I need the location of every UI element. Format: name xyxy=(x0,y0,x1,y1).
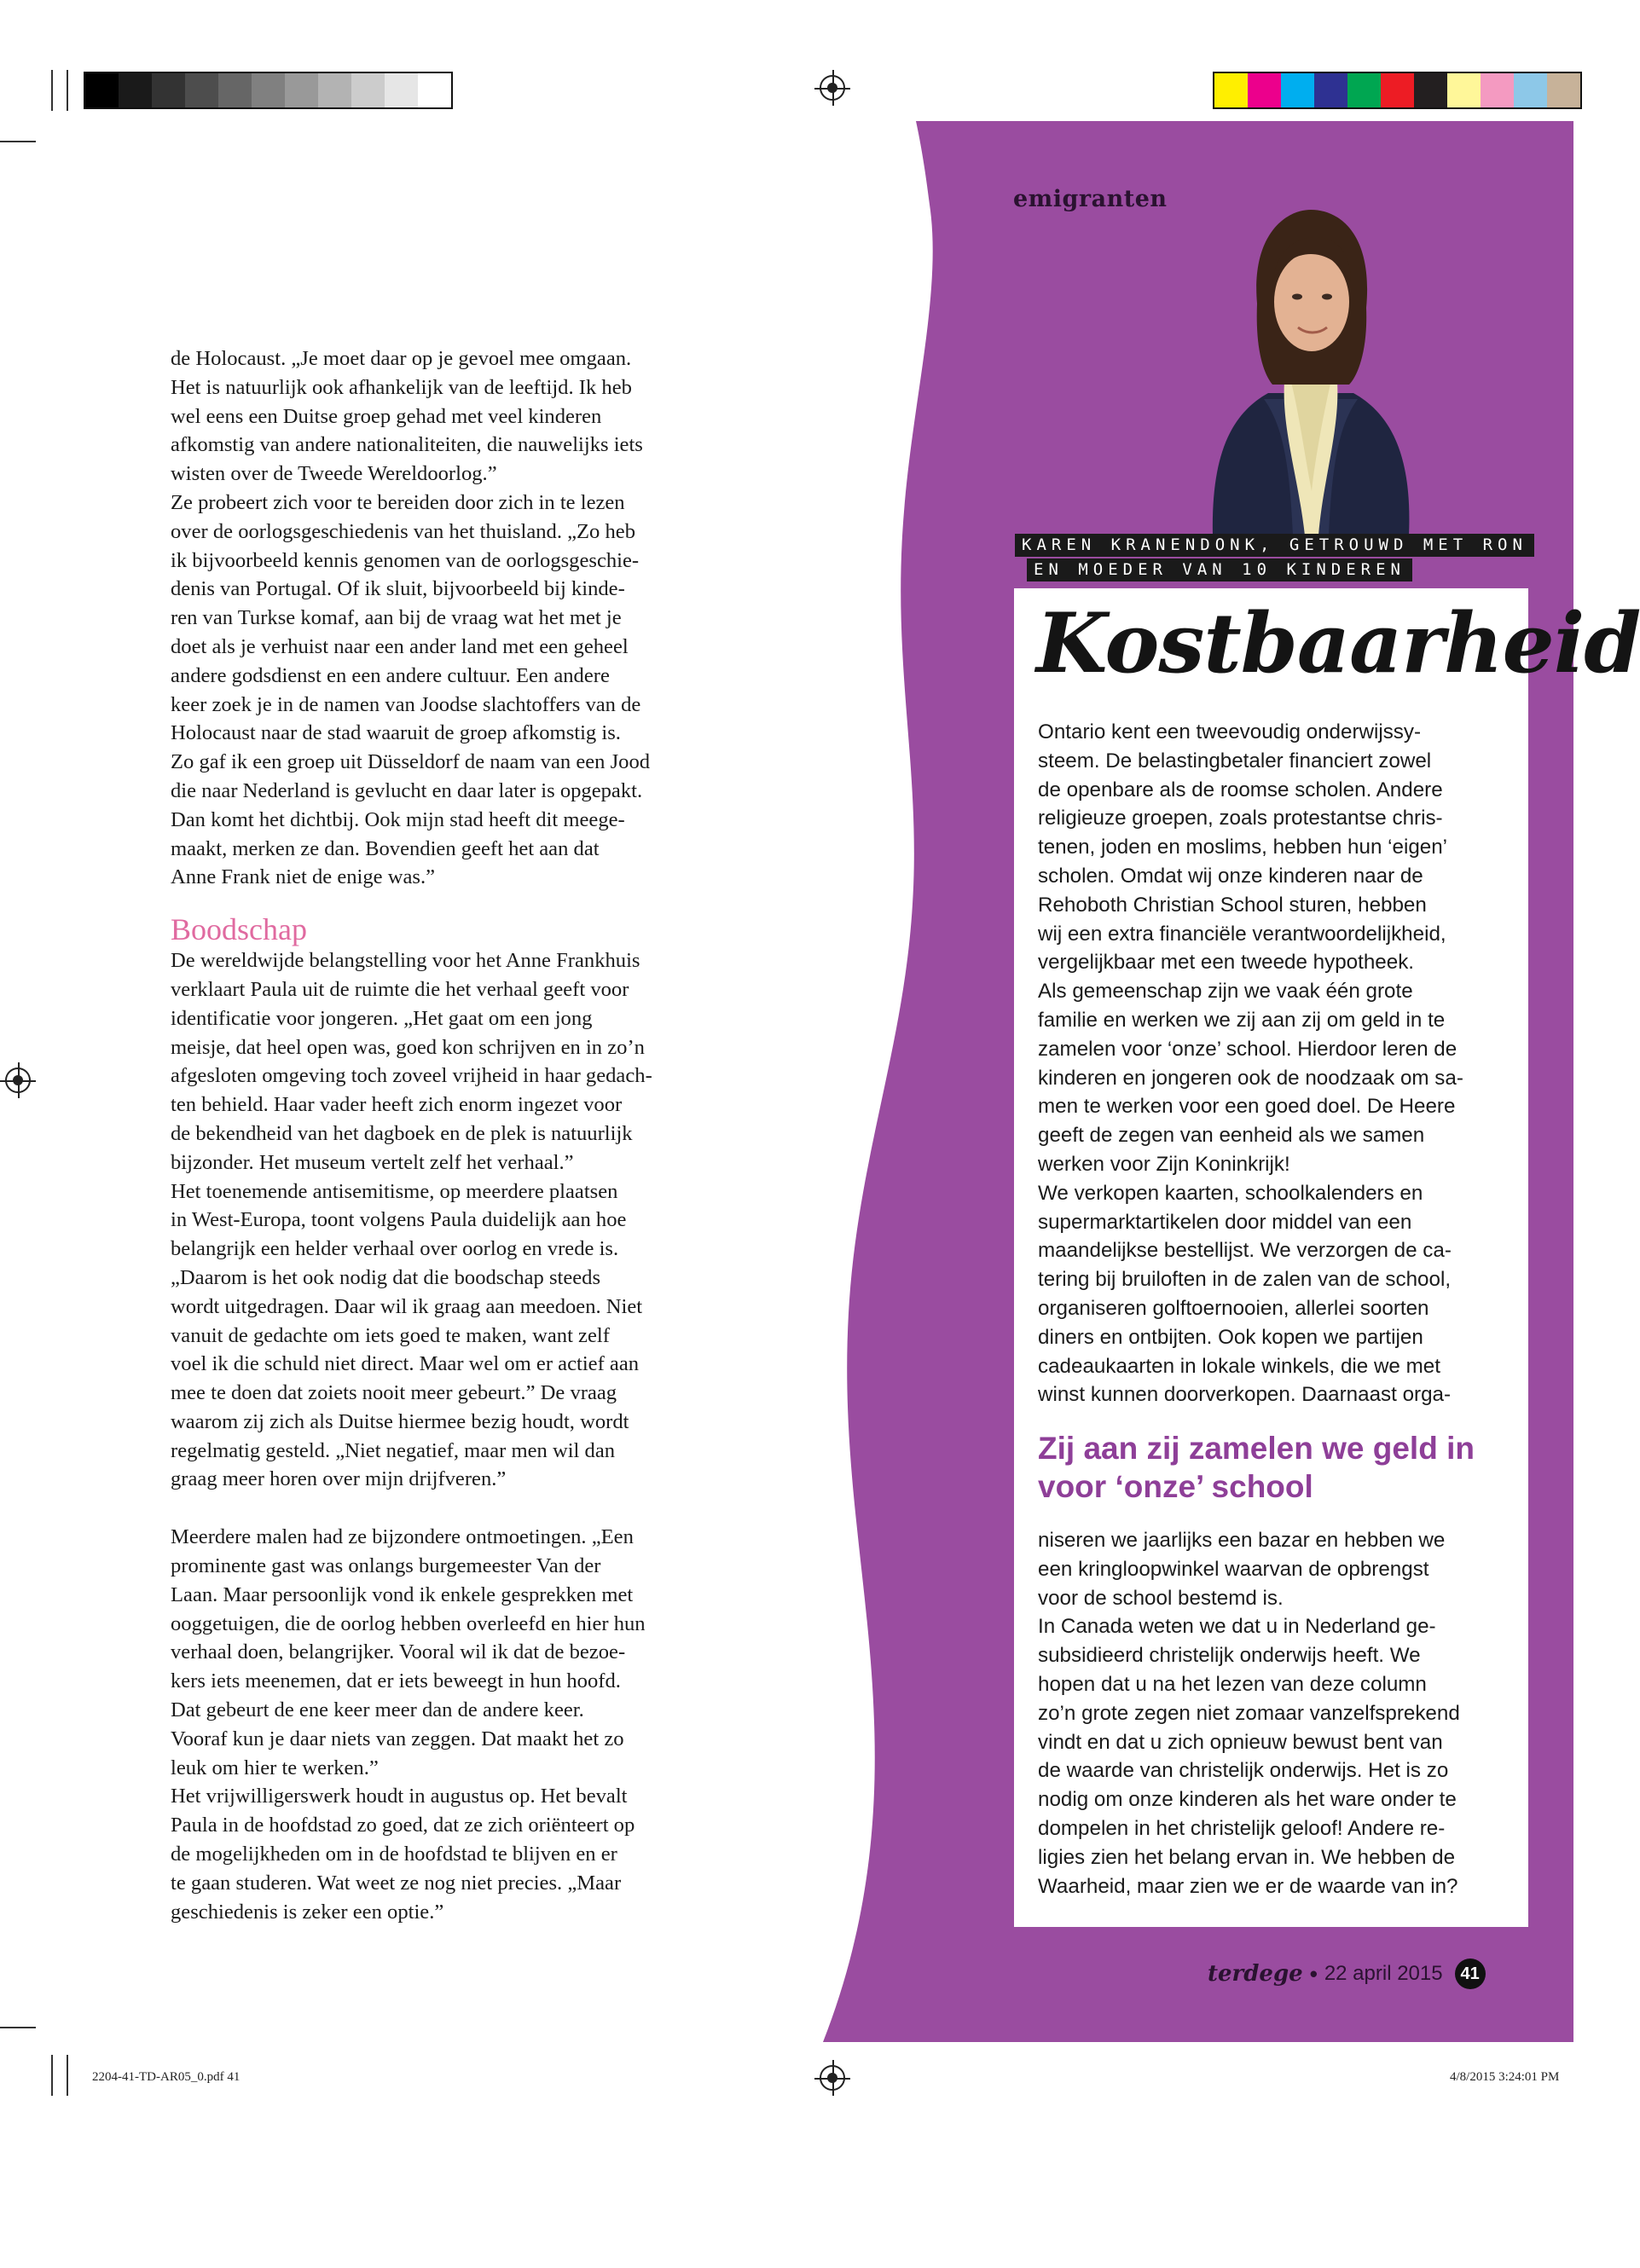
column-body-part-2 xyxy=(1038,1526,1520,1901)
page-footer xyxy=(1208,1958,1486,1989)
column-body-part-1 xyxy=(1038,718,1520,1409)
print-slug-timestamp: 4/8/2015 3:24:01 PM xyxy=(1450,2070,1560,2084)
photo-caption xyxy=(1015,534,1534,581)
article-paragraph: De wereldwijde belangstelling voor het Anne Frankhuis verklaart Paula uit de ruimte die het verhaal geeft voor identificatie voor jongeren. „Het gaat om een jong meisje, dat heel open was, goed kon schrijven en in zo’n afgesloten omgeving toch zoveel vrijheid in haar gedach- ten behield. Haar vader heeft zich enorm ingezet voor de bekendheid van het dagboek en de plek is natuurlijk bijzonder. Het museum vertelt zelf het verhaal.” Het toenemende antisemitisme, op meerdere plaatsen in West-Europa, toont volgens Paula duidelijk aan hoe belangrijk een helder verhaal over oorlog en vrede is. „Daarom is het ook nodig dat die boodschap steeds wordt uitgedragen. Daar wil ik graag aan meedoen. Niet vanuit de gedachte om iets goed te maken, want zelf voel ik die schuld niet direct. Maar wel om er actief aan mee te doen dat zoiets nooit meer gebeurt.” De vraag waarom zij zich als Duitse hiermee bezig houdt, wordt regelmatig gesteld. „Niet negatief, maar men wil dan graag meer horen over mijn drijfveren.” xyxy=(171,949,652,1491)
footer-separator: • xyxy=(1309,1960,1318,1987)
article-body xyxy=(171,344,733,1926)
column-headline: Kostbaarheid xyxy=(1036,595,1640,691)
print-slug-file: 2204-41-TD-AR05_0.pdf 41 xyxy=(92,2070,240,2084)
caption-line-2: EN MOEDER VAN 10 KINDEREN xyxy=(1027,558,1412,581)
article-subheading: Boodschap xyxy=(171,912,307,947)
column-paragraph: Ontario kent een tweevoudig onderwijssy- steem. De belastingbetaler financiert zowel de openbare als de roomse scholen. Andere religieuze groepen, zoals protestantse chris- tenen, joden en moslims, hebben hun ‘eigen’ scholen. Omdat wij onze kinderen naar de Rehoboth Christian School sturen, hebben wij een extra financiële verantwoordelijkheid, vergelijkbaar met een tweede hypotheek. Als gemeenschap zijn we vaak één grote familie en werken we zij aan zij om geld in te zamelen voor ‘onze’ school. Hierdoor leren de kinderen en jongeren ook de noodzaak om sa- men te werken voor een goed doel. De Heere geeft de zegen van eenheid als we samen werken voor Zijn Koninkrijk! We verkopen kaarten, schoolkalenders en supermarktartikelen door middel van een maandelijkse bestellijst. We verzorgen de ca- tering bij bruiloften in de zalen van de school, organiseren golftoernooien, allerlei soorten diners en ontbijten. Ook kopen we partijen cadeaukaarten in lokale winkels, die we met winst kunnen doorverkopen. Daarnaast orga- xyxy=(1038,720,1463,1407)
caption-line-1: KAREN KRANENDONK, GETROUWD MET RON xyxy=(1015,534,1534,557)
column-paragraph: niseren we jaarlijks een bazar en hebben we een kringloopwinkel waarvan de opbrengst voor de school bestemd is. In Canada weten we dat u in Nederland ge- subsidieerd christelijk onderwijs heeft. We hopen dat u na het lezen van deze column zo’n grote zegen niet zomaar vanzelfsprekend vindt en dat u zich opnieuw bewust bent van de waarde van christelijk onderwijs. Het is zo nodig om onze kinderen als het ware onder te dompelen in het christelijk geloof! Andere re- ligies zien het belang ervan in. We hebben de Waarheid, maar zien we er de waarde van in? xyxy=(1038,1529,1460,1898)
author-portrait xyxy=(1204,201,1417,535)
article-paragraph: de Holocaust. „Je moet daar op je gevoel mee omgaan. Het is natuurlijk ook afhankelijk van de leeftijd. Ik heb wel eens een Duitse groep gehad met veel kinderen afkomstig van andere nationaliteiten, die nauwelijks iets wisten over de Tweede Wereldoorlog.” Ze probeert zich voor te bereiden door zich in te lezen over de oorlogsgeschiedenis van het thuisland. „Zo heb ik bijvoorbeeld kennis genomen van de oorlogsgeschie- denis van Portugal. Of ik sluit, bijvoorbeeld bij kinde- ren van Turkse komaf, aan bij de vraag wat het met je doet als je verhuist naar een ander land met een geheel andere godsdienst en een andere cultuur. Een andere keer zoek je in de namen van Joodse slachtoffers van de Holocaust naar de stad waaruit de groep afkomstig is. Zo gaf ik een groep uit Düsseldorf de naam van een Jood die naar Nederland is gevlucht en daar later is opgepakt. Dan komt het dichtbij. Ook mijn stad heeft dit meege- maakt, merken ze dan. Bovendien geeft het aan dat Anne Frank niet de enige was.” xyxy=(171,347,651,889)
magazine-logo: terdege xyxy=(1208,1961,1303,1987)
section-tag: emigranten xyxy=(1013,186,1168,212)
article-paragraph: Meerdere malen had ze bijzondere ontmoetingen. „Een prominente gast was onlangs burgemeester Van der Laan. Maar persoonlijk vond ik enkele gesprekken met ooggetuigen, die de oorlog hebben overleefd en hier hun verhaal doen, belangrijker. Vooral wil ik dat de bezoe- kers iets meenemen, dat er iets beweegt in hun hoofd. Dat gebeurt de ene keer meer dan de andere keer. Vooraf kun je daar niets van zeggen. Dat maakt het zo leuk om hier te werken.” Het vrijwilligerswerk houdt in augustus op. Het bevalt Paula in de hoofdstad zo goed, dat ze zich oriënteert op de mogelijkheden om in de hoofdstad te blijven en er te gaan studeren. Wat weet ze nog niet precies. „Maar geschiedenis is zeker een optie.” xyxy=(171,1525,646,1924)
issue-date: 22 april 2015 xyxy=(1324,1962,1443,1985)
page-number: 41 xyxy=(1455,1958,1486,1989)
pull-quote: Zij aan zij zamelen we geld in voor ‘onze’ school xyxy=(1038,1431,1475,1504)
